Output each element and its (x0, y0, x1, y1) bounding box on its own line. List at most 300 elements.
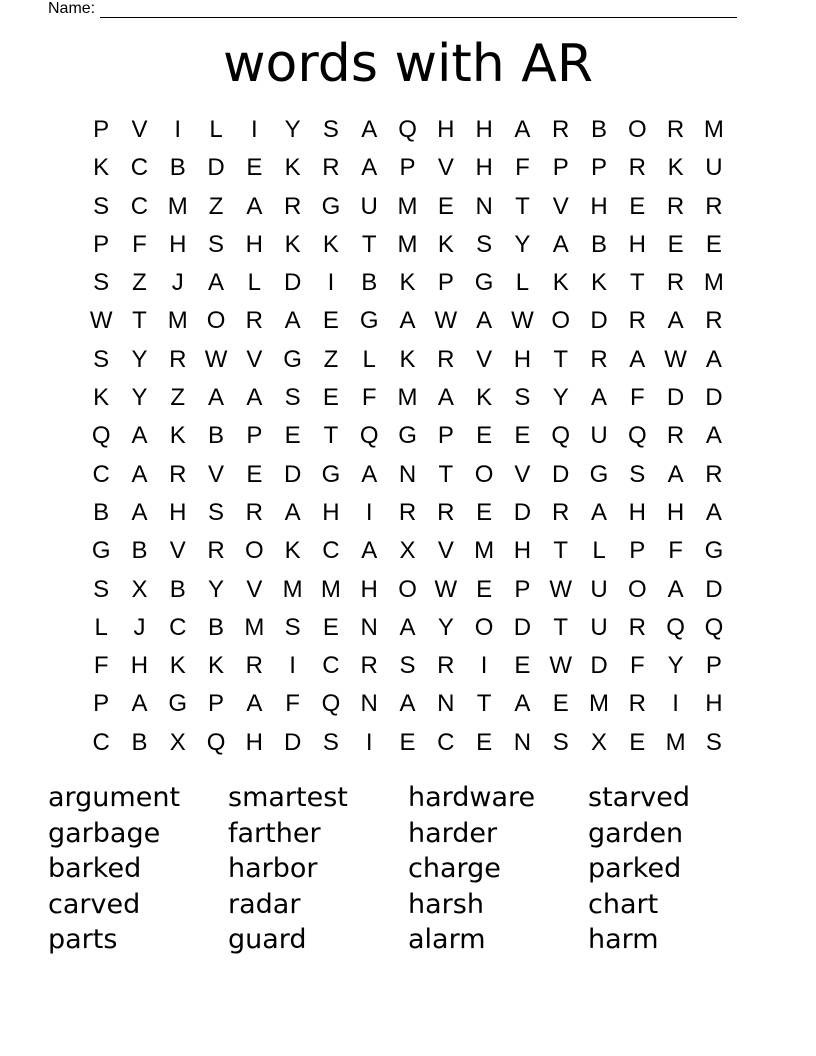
grid-letter: A (284, 307, 301, 335)
grid-letter: D (513, 613, 532, 641)
grid-letter: J (171, 269, 184, 297)
grid-letter: C (130, 192, 149, 220)
grid-letter: F (132, 230, 147, 258)
grid-letter: H (169, 498, 187, 526)
grid-letter: H (245, 230, 263, 258)
grid-letter: I (327, 269, 335, 297)
grid-letter: V (552, 192, 569, 220)
grid-letter: X (591, 728, 608, 756)
word-bank-item: chart (588, 888, 659, 920)
grid-letter: A (208, 269, 225, 297)
grid-letter: T (629, 269, 645, 297)
grid-letter: M (703, 269, 724, 297)
grid-letter: A (399, 690, 416, 718)
grid-letter: V (131, 116, 148, 143)
grid-letter: S (514, 384, 531, 412)
grid-letter: E (399, 728, 416, 756)
grid-letter: P (93, 116, 110, 143)
grid-letter: R (245, 498, 263, 526)
grid-letter: V (169, 537, 186, 565)
grid-letter: Z (323, 345, 339, 373)
grid-letter: U (590, 613, 608, 641)
grid-letter: S (208, 498, 225, 526)
grid-letter: A (705, 422, 722, 450)
grid-letter: R (705, 192, 723, 220)
grid-letter: E (705, 230, 722, 258)
page-title: words with AR (223, 34, 593, 94)
grid-letter: A (667, 575, 684, 603)
grid-letter: H (360, 575, 378, 603)
grid-letter: R (628, 154, 646, 182)
grid-letter: H (513, 537, 532, 565)
grid-letter: W (434, 575, 458, 603)
grid-letter: A (208, 384, 225, 412)
grid-letter: M (167, 192, 188, 220)
grid-letter: O (245, 537, 264, 565)
grid-letter: R (552, 116, 570, 143)
grid-letter: E (437, 192, 454, 220)
grid-letter: E (246, 460, 263, 488)
grid-letter: P (705, 652, 722, 680)
grid-letter: G (283, 345, 302, 373)
grid-letter: S (552, 728, 569, 756)
grid-letter: K (169, 422, 186, 450)
grid-letter: I (480, 652, 488, 680)
grid-letter: T (515, 192, 530, 220)
grid-letter: E (284, 422, 301, 450)
grid-letter: C (92, 728, 110, 756)
grid-letter: A (514, 690, 531, 718)
grid-letter: A (131, 498, 148, 526)
grid-letter: H (322, 498, 340, 526)
grid-letter: N (513, 728, 532, 756)
grid-letter: B (208, 613, 225, 641)
grid-letter: E (629, 192, 646, 220)
grid-letter: F (668, 537, 683, 565)
grid-letter: A (399, 307, 416, 335)
grid-letter: D (283, 269, 302, 297)
grid-letter: S (629, 460, 646, 488)
grid-letter: A (476, 307, 493, 335)
grid-letter: L (362, 345, 376, 373)
grid-letter: A (399, 613, 416, 641)
grid-letter: N (360, 690, 378, 718)
grid-letter: B (169, 154, 186, 182)
word-bank-item: starved (588, 782, 691, 813)
grid-letter: D (705, 384, 723, 412)
grid-letter: M (244, 613, 265, 641)
grid-letter: R (169, 460, 187, 488)
letter-grid (82, 111, 733, 762)
grid-letter: B (169, 575, 186, 603)
grid-letter: D (283, 460, 302, 488)
grid-letter: U (360, 192, 378, 220)
grid-letter: S (322, 116, 339, 143)
grid-letter: S (93, 192, 110, 220)
grid-letter: R (666, 422, 685, 450)
grid-letter: E (514, 652, 531, 680)
grid-letter: S (93, 575, 110, 603)
name-blank-line[interactable] (100, 2, 737, 18)
grid-letter: Y (208, 575, 225, 603)
grid-letter: T (361, 230, 377, 258)
grid-letter: G (168, 690, 188, 718)
grid-letter: R (590, 345, 608, 373)
grid-letter: Z (208, 192, 224, 220)
grid-letter: O (551, 307, 571, 335)
grid-letter: U (590, 422, 608, 450)
grid-letter: E (667, 230, 684, 258)
grid-letter: D (590, 652, 608, 680)
grid-letter: N (360, 613, 378, 641)
grid-letter: C (130, 154, 149, 182)
grid-letter: O (627, 575, 647, 603)
grid-letter: L (515, 269, 530, 297)
grid-letter: D (666, 384, 685, 412)
grid-letter: P (552, 154, 569, 182)
grid-letter: X (169, 728, 186, 756)
grid-letter: L (247, 269, 262, 297)
grid-letter: A (361, 460, 378, 488)
grid-letter: T (476, 690, 492, 718)
word-bank-item: guard (228, 924, 307, 955)
grid-letter: P (591, 154, 608, 182)
grid-letter: N (437, 690, 455, 718)
grid-letter: M (282, 575, 303, 603)
grid-letter: D (590, 307, 608, 335)
grid-letter: R (628, 613, 646, 641)
grid-letter: I (174, 116, 182, 143)
grid-letter: Q (666, 613, 685, 641)
grid-letter: A (246, 690, 263, 718)
grid-letter: K (591, 269, 608, 297)
grid-letter: W (434, 307, 458, 335)
grid-letter: T (132, 307, 147, 335)
grid-letter: W (89, 307, 113, 335)
grid-letter: Q (91, 422, 111, 450)
grid-letter: D (207, 154, 225, 182)
grid-letter: P (514, 575, 531, 603)
grid-letter: A (514, 116, 531, 143)
grid-letter: N (398, 460, 417, 488)
grid-letter: J (133, 613, 146, 641)
grid-letter: R (245, 652, 263, 680)
grid-letter: E (514, 422, 531, 450)
grid-letter: G (398, 422, 417, 450)
grid-letter: T (553, 345, 569, 373)
grid-letter: A (131, 460, 148, 488)
grid-letter: B (591, 230, 608, 258)
grid-letter: I (251, 116, 258, 143)
word-bank-item: charge (408, 853, 501, 884)
grid-letter: E (629, 728, 646, 756)
grid-letter: M (397, 384, 418, 412)
grid-letter: O (206, 307, 226, 335)
grid-letter: S (476, 230, 493, 258)
grid-letter: A (284, 498, 301, 526)
grid-letter: E (322, 307, 339, 335)
grid-letter: B (93, 498, 110, 526)
grid-letter: H (628, 230, 646, 258)
grid-letter: A (667, 460, 684, 488)
grid-letter: D (552, 460, 570, 488)
grid-letter: B (131, 537, 148, 565)
grid-letter: N (475, 192, 493, 220)
grid-letter: E (552, 690, 569, 718)
grid-letter: V (437, 537, 454, 565)
grid-letter: Q (321, 690, 341, 718)
grid-letter: E (322, 384, 339, 412)
grid-letter: L (209, 116, 223, 143)
grid-letter: S (93, 269, 110, 297)
grid-letter: G (359, 307, 379, 335)
grid-letter: S (93, 345, 110, 373)
grid-letter: O (398, 575, 417, 603)
grid-letter: I (365, 728, 373, 756)
grid-letter: G (704, 537, 724, 565)
word-bank-item: radar (228, 888, 301, 920)
grid-letter: M (167, 307, 188, 335)
grid-letter: I (672, 690, 679, 718)
grid-letter: U (590, 575, 608, 603)
grid-letter: G (321, 192, 341, 220)
name-label: Name: (48, 0, 96, 17)
grid-letter: G (91, 537, 111, 565)
grid-letter: A (629, 345, 646, 373)
grid-letter: R (437, 652, 455, 680)
grid-letter: V (208, 460, 225, 488)
word-bank-item: alarm (408, 924, 486, 955)
grid-letter: Q (206, 728, 226, 756)
grid-letter: R (666, 269, 685, 297)
grid-letter: D (513, 498, 532, 526)
grid-letter: M (703, 116, 724, 143)
grid-letter: C (437, 728, 455, 756)
grid-letter: K (284, 154, 301, 182)
grid-letter: R (628, 690, 646, 718)
grid-letter: Q (704, 613, 724, 641)
grid-letter: G (474, 269, 494, 297)
grid-letter: O (474, 460, 494, 488)
grid-letter: C (169, 613, 187, 641)
grid-letter: S (399, 652, 416, 680)
grid-letter: T (438, 460, 454, 488)
grid-letter: A (591, 498, 608, 526)
word-bank-item: harm (588, 924, 659, 955)
grid-letter: M (320, 575, 341, 603)
grid-letter: H (245, 728, 263, 756)
grid-letter: R (705, 460, 723, 488)
grid-letter: C (92, 460, 110, 488)
grid-letter: A (361, 154, 378, 182)
grid-letter: Y (437, 613, 454, 641)
grid-letter: S (284, 384, 301, 412)
grid-letter: H (130, 652, 149, 680)
grid-letter: T (553, 613, 569, 641)
grid-letter: F (361, 384, 377, 412)
word-bank-item: garden (588, 817, 684, 849)
word-bank-item: farther (228, 817, 321, 849)
grid-letter: K (284, 537, 301, 565)
grid-letter: F (629, 384, 645, 412)
grid-letter: A (361, 116, 378, 143)
word-bank-item: hardware (408, 782, 536, 813)
grid-letter: W (664, 345, 687, 373)
grid-letter: K (93, 154, 110, 182)
word-bank-item: carved (48, 888, 141, 920)
grid-letter: Q (551, 422, 571, 450)
grid-letter: K (208, 652, 225, 680)
grid-letter: R (552, 498, 570, 526)
name-field-row (48, 0, 737, 18)
grid-letter: B (131, 728, 148, 756)
grid-letter: I (289, 652, 296, 680)
grid-letter: A (361, 537, 378, 565)
grid-letter: R (666, 192, 685, 220)
grid-letter: R (398, 498, 417, 526)
grid-letter: G (589, 460, 609, 488)
grid-letter: V (246, 345, 263, 373)
grid-letter: P (246, 422, 263, 450)
word-bank-item: barked (48, 853, 142, 884)
grid-letter: Q (627, 422, 647, 450)
grid-letter: R (628, 307, 646, 335)
grid-letter: A (131, 422, 148, 450)
grid-letter: P (208, 690, 225, 718)
grid-letter: X (399, 537, 416, 565)
grid-letter: H (628, 498, 646, 526)
grid-letter: A (591, 384, 608, 412)
grid-letter: K (284, 230, 301, 258)
grid-letter: Y (667, 652, 684, 680)
grid-letter: M (397, 230, 418, 258)
grid-letter: E (476, 422, 493, 450)
word-bank-item: harder (408, 817, 498, 849)
grid-letter: Q (359, 422, 379, 450)
grid-letter: H (513, 345, 532, 373)
grid-letter: B (208, 422, 225, 450)
grid-letter: Y (131, 384, 148, 412)
grid-letter: H (705, 690, 723, 718)
grid-letter: V (514, 460, 531, 488)
grid-letter: D (283, 728, 302, 756)
grid-letter: M (589, 690, 609, 718)
grid-letter: R (322, 154, 340, 182)
grid-letter: V (476, 345, 493, 373)
grid-letter: Y (131, 345, 148, 373)
grid-letter: R (245, 307, 263, 335)
grid-letter: Y (284, 116, 301, 143)
word-bank-item: smartest (228, 782, 348, 813)
grid-letter: C (322, 652, 340, 680)
grid-letter: P (399, 154, 416, 182)
word-bank (48, 780, 768, 958)
grid-letter: K (437, 230, 454, 258)
grid-letter: Y (552, 384, 569, 412)
grid-letter: E (246, 154, 263, 182)
grid-letter: H (590, 192, 608, 220)
grid-letter: A (705, 498, 722, 526)
word-bank-item: parts (48, 924, 118, 955)
grid-letter: P (437, 269, 454, 297)
word-bank-item: parked (588, 853, 682, 884)
grid-letter: W (511, 307, 534, 335)
grid-letter: H (475, 116, 493, 143)
grid-letter: M (665, 728, 686, 756)
grid-letter: T (323, 422, 339, 450)
grid-letter: S (322, 728, 339, 756)
grid-letter: P (93, 690, 110, 718)
grid-letter: A (246, 192, 263, 220)
grid-letter: S (284, 613, 301, 641)
grid-letter: Q (398, 116, 417, 143)
grid-letter: K (399, 345, 416, 373)
grid-letter: Z (132, 269, 147, 297)
word-bank-item: harsh (408, 888, 484, 920)
grid-letter: R (437, 345, 455, 373)
word-bank-item: harbor (228, 853, 318, 884)
grid-letter: S (705, 728, 722, 756)
grid-letter: V (246, 575, 263, 603)
grid-letter: K (93, 384, 110, 412)
grid-letter: A (705, 345, 722, 373)
grid-letter: M (474, 537, 495, 565)
grid-letter: H (475, 154, 493, 182)
grid-letter: H (666, 498, 685, 526)
grid-letter: R (207, 537, 225, 565)
grid-letter: B (361, 269, 378, 297)
grid-letter: K (476, 384, 493, 412)
grid-letter: L (592, 537, 606, 565)
grid-letter: K (552, 269, 569, 297)
grid-letter: X (131, 575, 148, 603)
grid-letter: A (552, 230, 569, 258)
grid-letter: O (627, 116, 647, 143)
word-bank-item: argument (48, 782, 181, 813)
grid-letter: A (437, 384, 454, 412)
grid-letter: K (169, 652, 186, 680)
grid-letter: R (283, 192, 302, 220)
grid-letter: W (549, 652, 573, 680)
grid-letter: Y (514, 230, 531, 258)
grid-letter: K (399, 269, 416, 297)
grid-letter: P (93, 230, 110, 258)
grid-letter: O (474, 613, 494, 641)
grid-letter: G (321, 460, 341, 488)
grid-letter: T (553, 537, 569, 565)
grid-letter: H (437, 116, 455, 143)
grid-letter: I (365, 498, 373, 526)
grid-letter: P (437, 422, 454, 450)
grid-letter: C (322, 537, 340, 565)
grid-letter: M (397, 192, 418, 220)
grid-letter: U (705, 154, 723, 182)
grid-letter: R (705, 307, 723, 335)
grid-letter: R (437, 498, 455, 526)
grid-letter: D (705, 575, 723, 603)
grid-letter: W (204, 345, 228, 373)
grid-letter: F (629, 652, 645, 680)
grid-letter: V (437, 154, 454, 182)
grid-letter: P (629, 537, 646, 565)
grid-letter: F (285, 690, 300, 718)
grid-letter: E (476, 498, 493, 526)
grid-letter: E (476, 575, 493, 603)
grid-letter: K (667, 154, 684, 182)
grid-letter: W (549, 575, 573, 603)
grid-letter: F (515, 154, 530, 182)
word-bank-item: garbage (48, 817, 161, 849)
